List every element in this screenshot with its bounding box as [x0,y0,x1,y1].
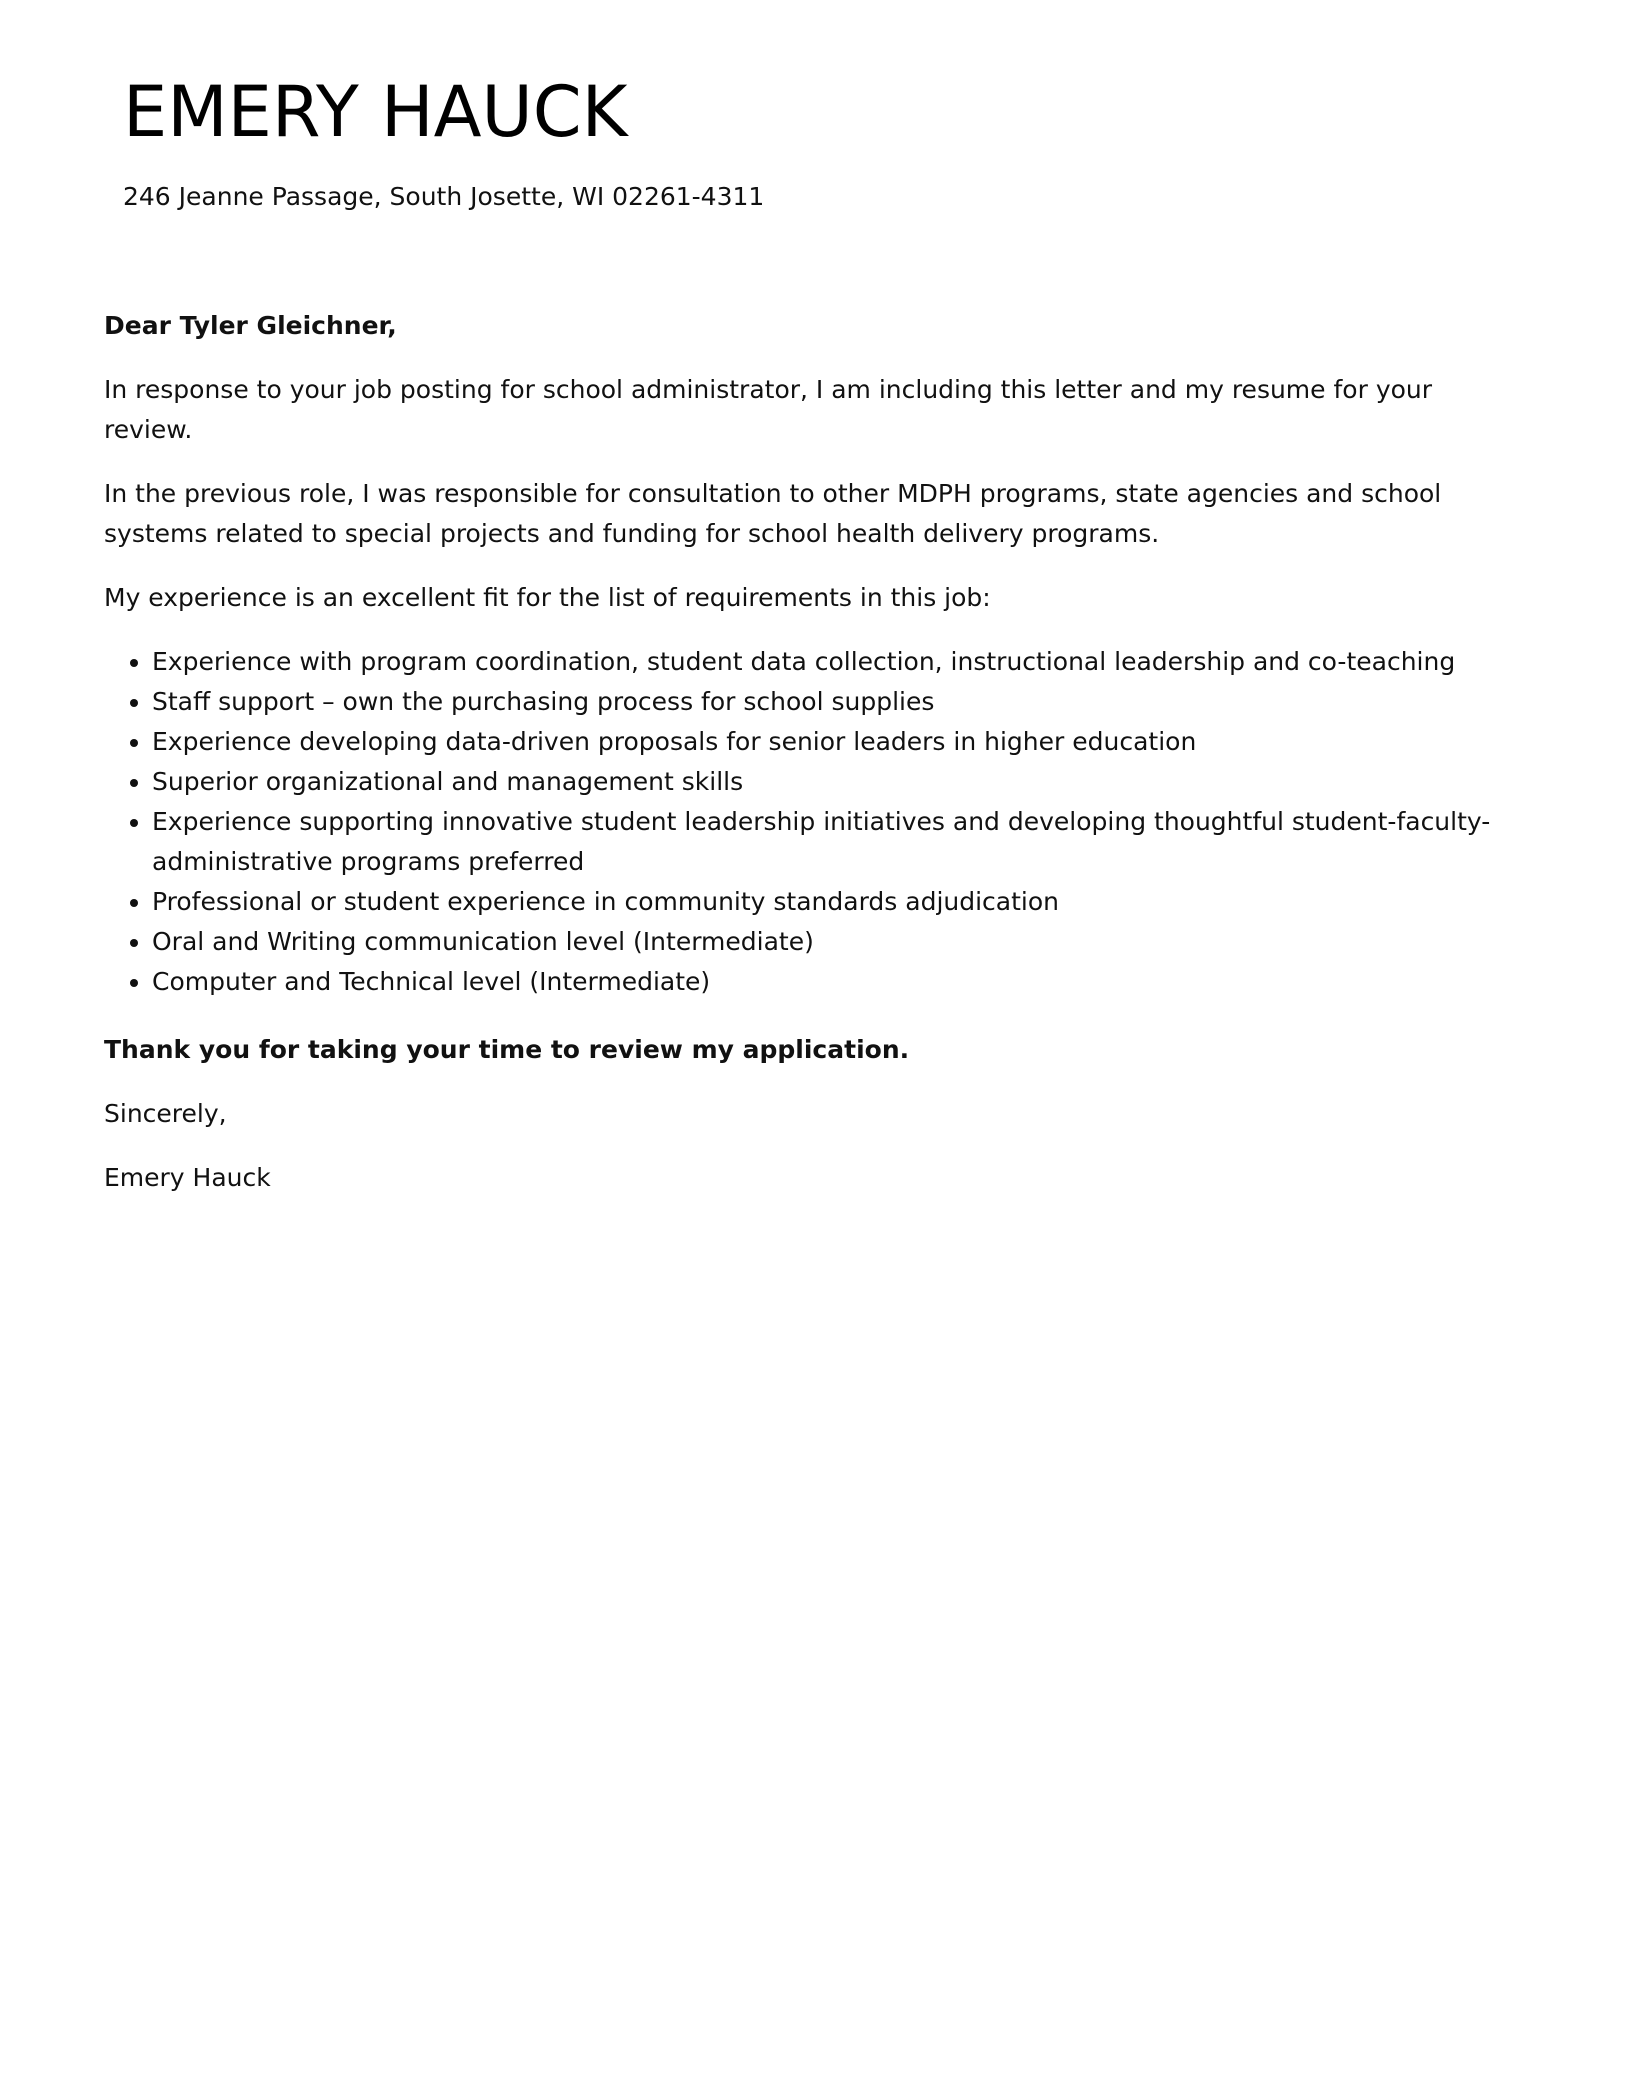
letter-body [104,306,1524,1222]
list-item: • Oral and Writing communication level (Intermediate) [152,922,1524,962]
list-item: • Professional or student experience in community standards adjudication [152,882,1524,922]
applicant-address: 246 Jeanne Passage, South Josette, WI 02261-4311 [123,182,765,211]
intro-paragraph: In response to your job posting for school administrator, I am including this letter and my resume for your review. [104,375,1433,444]
salutation: Dear Tyler Gleichner, [104,311,397,340]
list-item: • Computer and Technical level (Intermediate) [152,962,1524,1002]
closing-line: Thank you for taking your time to review my application. [104,1035,910,1064]
requirements-list [104,642,1524,1002]
list-item: • Experience with program coordination, student data collection, instructional leadership and co-teaching [152,642,1524,682]
signoff: Sincerely, [104,1099,227,1128]
requirements-intro: My experience is an excellent fit for the list of requirements in this job: [104,583,991,612]
list-item: • Staff support – own the purchasing process for school supplies [152,682,1524,722]
applicant-name: EMERY HAUCK [123,71,628,153]
list-item: • Superior organizational and management skills [152,762,1524,802]
list-item: • Experience supporting innovative student leadership initiatives and developing thoughtful student-faculty-administrative programs preferred [152,802,1524,882]
experience-paragraph: In the previous role, I was responsible for consultation to other MDPH programs, state agencies and school systems related to special projects and funding for school health delivery programs. [104,479,1442,548]
list-item: • Experience developing data-driven proposals for senior leaders in higher education [152,722,1524,762]
signature-name: Emery Hauck [104,1163,271,1192]
